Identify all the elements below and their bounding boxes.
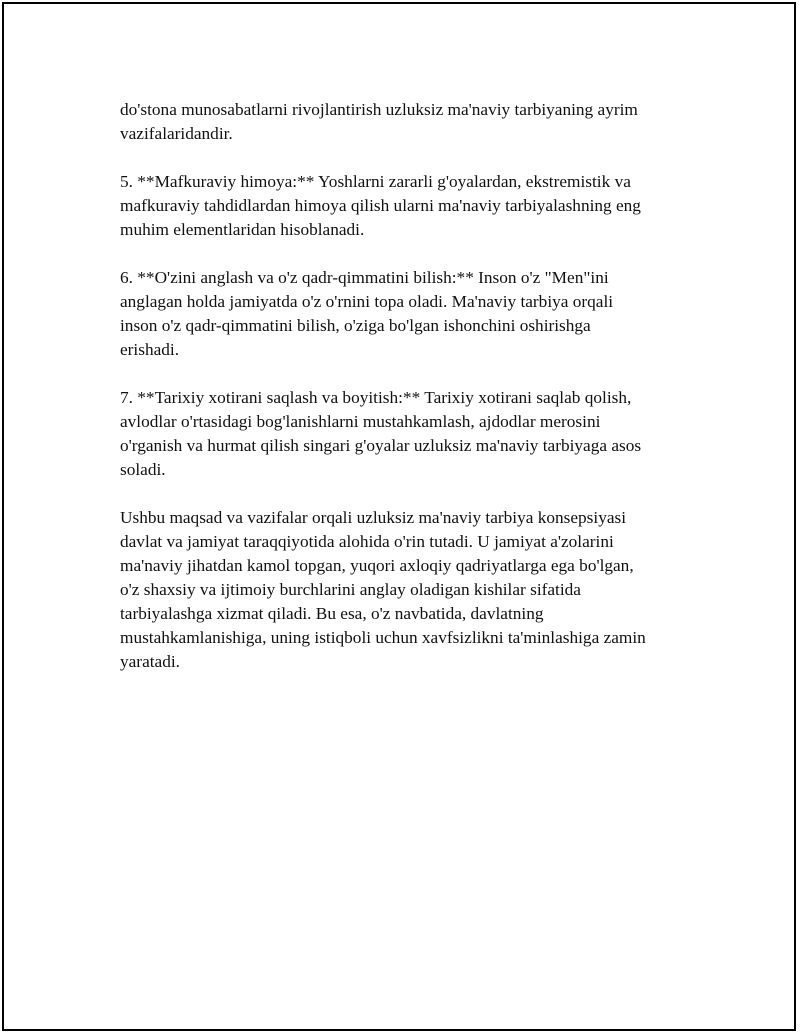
- text-line: mafkuraviy tahdidlardan himoya qilish ularni ma'naviy tarbiyalashning eng: [120, 196, 641, 215]
- text-line: o'rganish va hurmat qilish singari g'oyalar uzluksiz ma'naviy tarbiyaga asos: [120, 436, 642, 455]
- paragraph-item-5: [120, 170, 700, 242]
- page-frame: [2, 2, 796, 1031]
- text-line: mustahkamlanishiga, uning istiqboli uchun xavfsizlikni ta'minlashiga zamin: [120, 628, 646, 647]
- paragraph-item-7: [120, 386, 700, 482]
- text-line: avlodlar o'rtasidagi bog'lanishlarni mustahkamlash, ajdodlar merosini: [120, 412, 601, 431]
- paragraph-continuation: [120, 98, 700, 146]
- text-line: tarbiyalashga xizmat qiladi. Bu esa, o'z navbatida, davlatning: [120, 604, 544, 623]
- text-line: ma'naviy jihatdan kamol topgan, yuqori axloqiy qadriyatlarga ega bo'lgan,: [120, 556, 634, 575]
- text-line: 7. **Tarixiy xotirani saqlash va boyitish:** Tarixiy xotirani saqlab qolish,: [120, 388, 632, 407]
- text-line: soladi.: [120, 460, 166, 479]
- text-line: muhim elementlaridan hisoblanadi.: [120, 220, 365, 239]
- text-line: vazifalaridandir.: [120, 124, 233, 143]
- text-line: 5. **Mafkuraviy himoya:** Yoshlarni zararli g'oyalardan, ekstremistik va: [120, 172, 631, 191]
- document-body: [120, 98, 700, 698]
- text-line: yaratadi.: [120, 652, 180, 671]
- text-line: o'z shaxsiy va ijtimoiy burchlarini anglay oladigan kishilar sifatida: [120, 580, 581, 599]
- paragraph-item-6: [120, 266, 700, 362]
- text-line: inson o'z qadr-qimmatini bilish, o'ziga bo'lgan ishonchini oshirishga: [120, 316, 591, 335]
- paragraph-conclusion: [120, 506, 700, 674]
- text-line: Ushbu maqsad va vazifalar orqali uzluksiz ma'naviy tarbiya konsepsiyasi: [120, 508, 627, 527]
- text-line: do'stona munosabatlarni rivojlantirish uzluksiz ma'naviy tarbiyaning ayrim: [120, 100, 638, 119]
- text-line: 6. **O'zini anglash va o'z qadr-qimmatini bilish:** Inson o'z "Men"ini: [120, 268, 609, 287]
- text-line: davlat va jamiyat taraqqiyotida alohida o'rin tutadi. U jamiyat a'zolarini: [120, 532, 614, 551]
- text-line: erishadi.: [120, 340, 180, 359]
- text-line: anglagan holda jamiyatda o'z o'rnini topa oladi. Ma'naviy tarbiya orqali: [120, 292, 614, 311]
